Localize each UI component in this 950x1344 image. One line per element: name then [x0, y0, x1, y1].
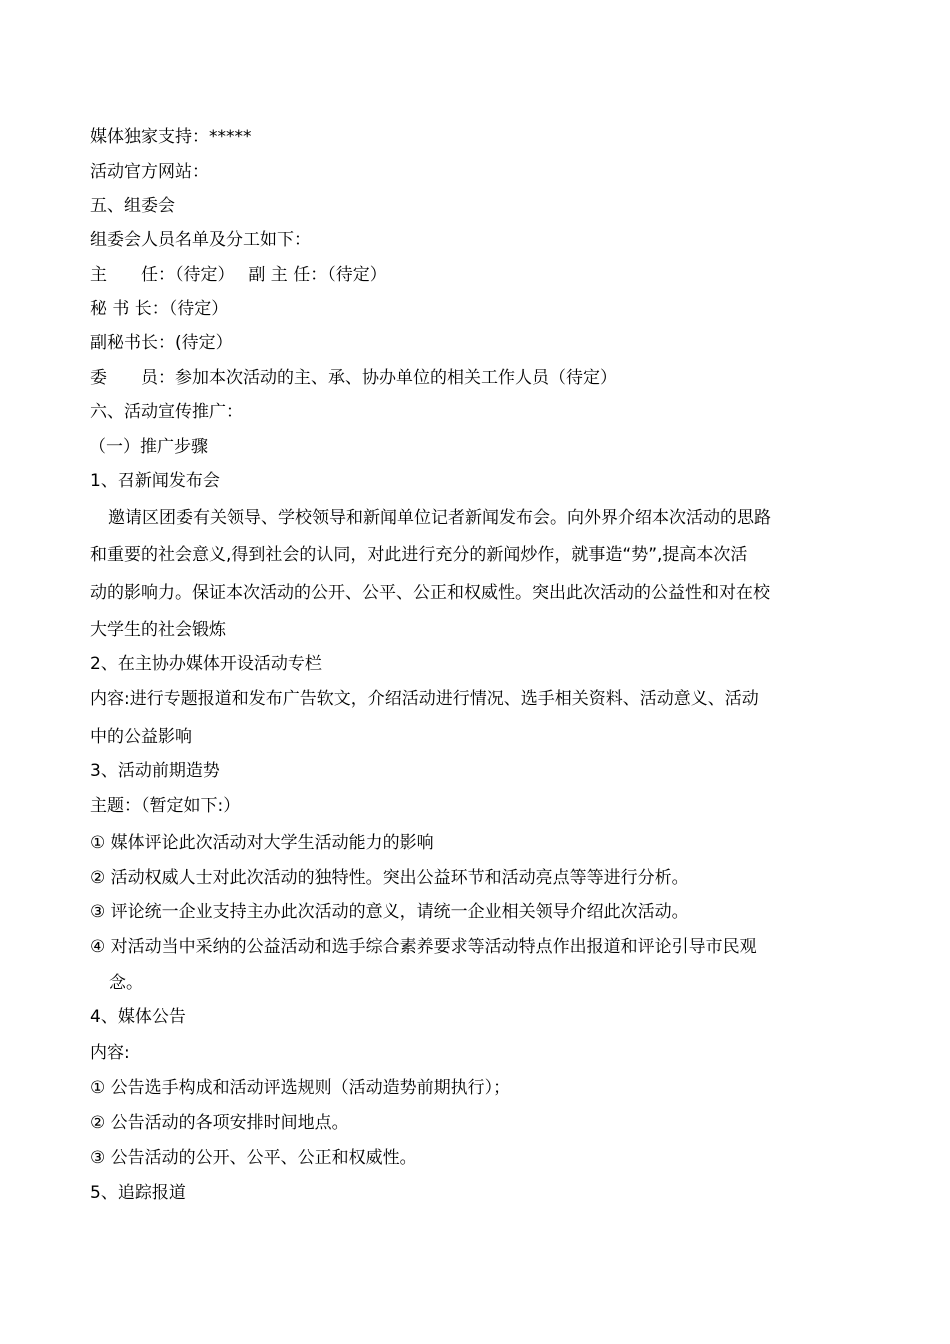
step-1-paragraph-line-4: 大学生的社会锻炼 — [90, 620, 226, 640]
step-3-item-3: ③ 评论统一企业支持主办此次活动的意义，请统一企业相关领导介绍此次活动。 — [90, 902, 689, 922]
section-six-heading: 六、活动宣传推广： — [90, 402, 243, 422]
step-2-content-line-2: 中的公益影响 — [90, 727, 192, 747]
step-3-theme-line: 主题：（暂定如下:） — [90, 796, 241, 816]
official-website-line: 活动官方网站： — [90, 162, 209, 182]
step-3-item-2: ② 活动权威人士对此次活动的独特性。突出公益环节和活动亮点等等进行分析。 — [90, 868, 689, 888]
step-4-item-1: ① 公告选手构成和活动评选规则（活动造势前期执行）； — [90, 1078, 511, 1098]
step-1-paragraph-line-2: 和重要的社会意义,得到社会的认同，对此进行充分的新闻炒作，就事造“势”,提高本次活 — [90, 545, 748, 565]
step-4-item-3: ③ 公告活动的公开、公平、公正和权威性。 — [90, 1148, 417, 1168]
step-4-heading: 4、媒体公告 — [90, 1007, 186, 1027]
secretary-general-line: 秘 书 长：（待定） — [90, 299, 229, 319]
members-line: 委 员：参加本次活动的主、承、协办单位的相关工作人员（待定） — [90, 368, 617, 388]
step-1-paragraph-line-3: 动的影响力。保证本次活动的公开、公平、公正和权威性。突出此次活动的公益性和对在校 — [90, 583, 770, 603]
step-3-heading: 3、活动前期造势 — [90, 761, 220, 781]
deputy-secretary-line: 副秘书长：(待定） — [90, 333, 233, 353]
committee-intro-line: 组委会人员名单及分工如下： — [90, 230, 311, 250]
step-4-item-2: ② 公告活动的各项安排时间地点。 — [90, 1113, 349, 1133]
step-5-heading: 5、追踪报道 — [90, 1183, 186, 1203]
media-support-line: 媒体独家支持：***** — [90, 127, 252, 147]
step-2-content-line-1: 内容:进行专题报道和发布广告软文，介绍活动进行情况、选手相关资料、活动意义、活动 — [90, 689, 759, 709]
step-3-item-4-continuation: 念。 — [109, 973, 143, 993]
promotion-steps-heading: （一）推广步骤 — [89, 437, 208, 457]
director-line: 主 任：（待定） 副 主 任：（待定） — [90, 265, 387, 285]
step-3-item-1: ① 媒体评论此次活动对大学生活动能力的影响 — [90, 833, 434, 853]
step-4-content-label: 内容: — [90, 1043, 130, 1063]
step-1-heading: 1、召新闻发布会 — [90, 471, 220, 491]
step-3-item-4: ④ 对活动当中采纳的公益活动和选手综合素养要求等活动特点作出报道和评论引导市民观 — [90, 937, 757, 957]
section-five-heading: 五、组委会 — [90, 196, 175, 216]
step-1-paragraph-line-1: 邀请区团委有关领导、学校领导和新闻单位记者新闻发布会。向外界介绍本次活动的思路 — [108, 508, 771, 528]
step-2-heading: 2、在主协办媒体开设活动专栏 — [90, 654, 322, 674]
